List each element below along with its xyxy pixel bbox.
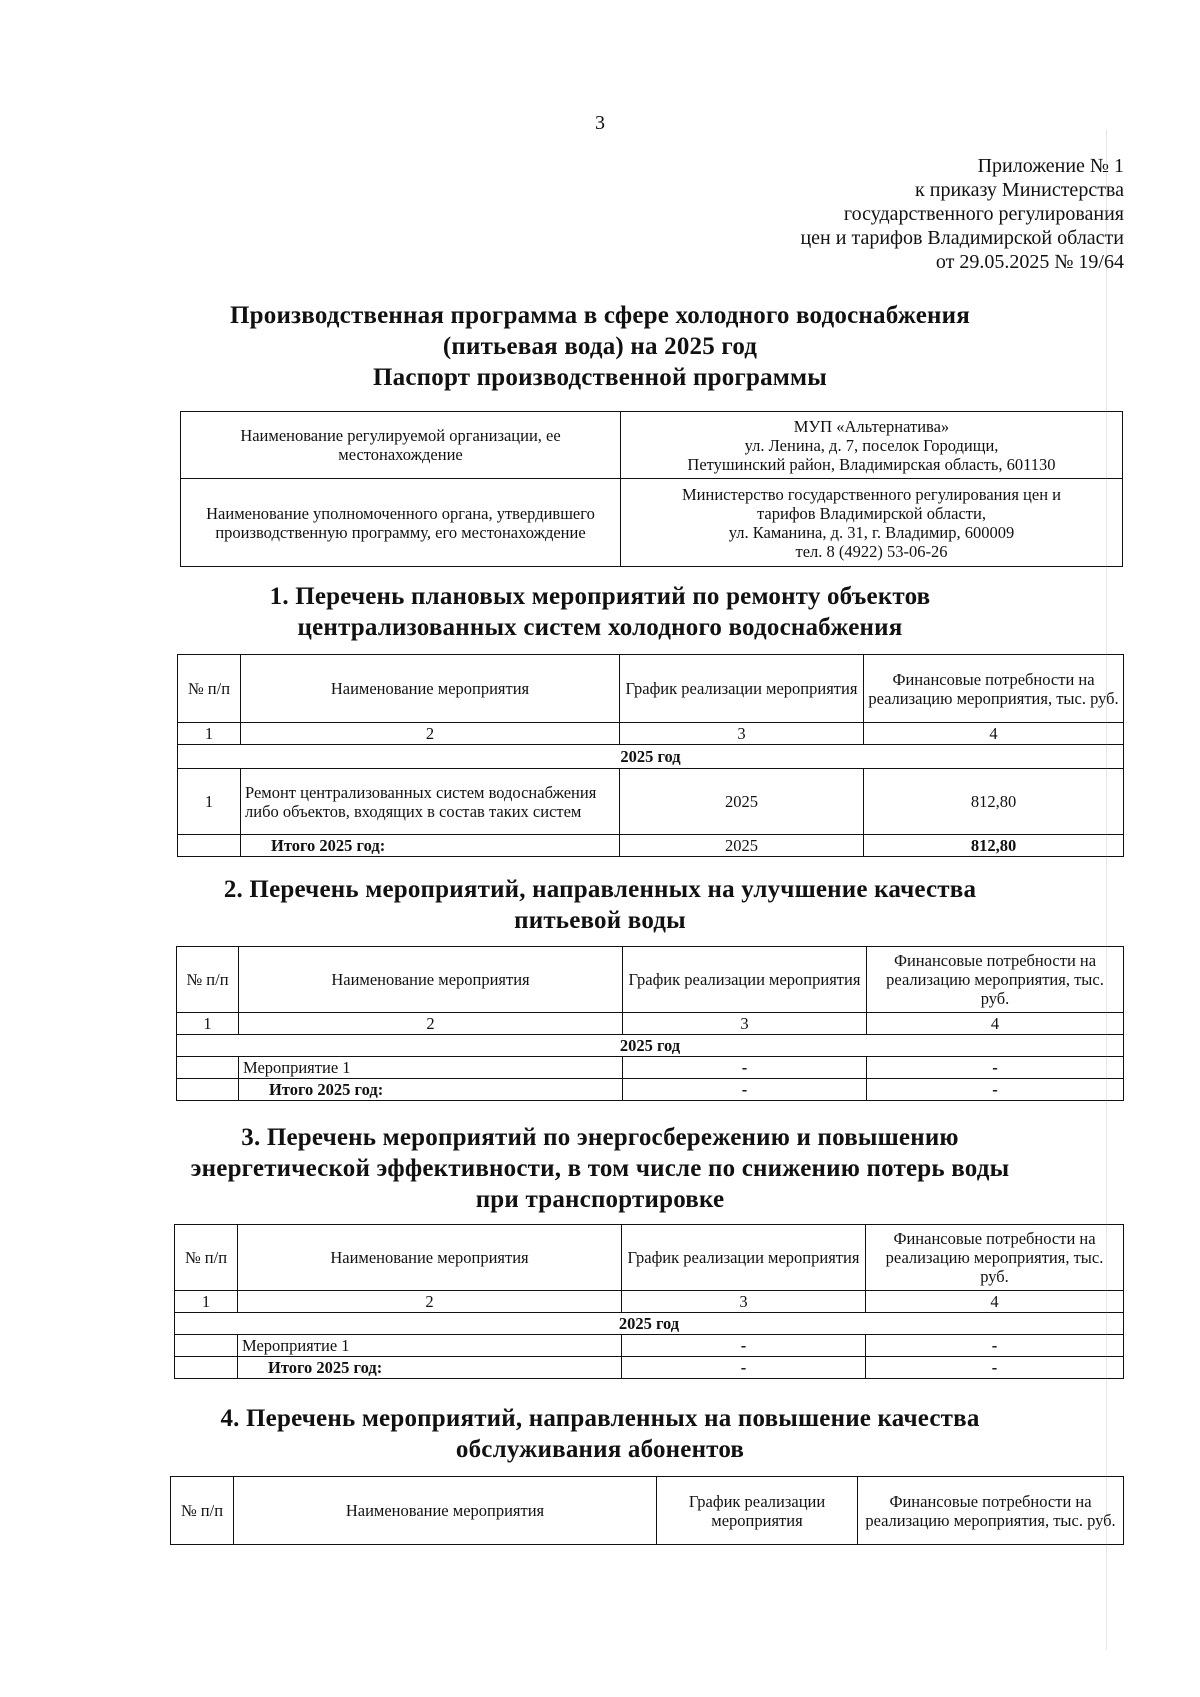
- total-row: Итого 2025 год: - -: [177, 1079, 1124, 1101]
- table-header-row: № п/п Наименование мероприятия График реализации мероприятия Финансовые потребности на реализацию мероприятия, тыс. руб.: [177, 947, 1124, 1013]
- document-title: [0, 300, 1200, 393]
- section2-table: [176, 946, 1124, 1101]
- appendix-line: цен и тарифов Владимирской области: [800, 227, 1124, 249]
- appendix-block: [704, 154, 1124, 274]
- total-row: Итого 2025 год: 2025 812,80: [178, 835, 1124, 857]
- passport-label: Наименование регулируемой организации, ее местонахождение: [181, 412, 621, 479]
- passport-value: Министерство государственного регулирования цен и тарифов Владимирской области, ул. Каманина, д. 31, г. Владимир, 600009 тел. 8 (4922) 53-06-26: [621, 479, 1123, 567]
- table-row: 1 Ремонт централизованных систем водоснабжения либо объектов, входящих в состав таких систем 2025 812,80: [178, 769, 1124, 835]
- appendix-line: Приложение № 1: [977, 155, 1124, 177]
- page-number: 3: [595, 112, 605, 134]
- section3-heading: 3. Перечень мероприятий по энергосбережению и повышению энергетической эффективности, в том числе по снижению потерь воды при транспортировке: [190, 1124, 1010, 1213]
- section2-heading: 2. Перечень мероприятий, направленных на улучшение качества питьевой воды: [223, 876, 977, 934]
- year-row: 2025 год: [178, 745, 1124, 769]
- title-line: Паспорт производственной программы: [373, 364, 827, 391]
- table-header-row: [178, 655, 1124, 723]
- column-number-row: 1 2 3 4: [175, 1291, 1124, 1313]
- section3-table: [174, 1224, 1124, 1379]
- title-line: (питьевая вода) на 2025 год: [442, 333, 758, 360]
- scan-margin-line: [1106, 130, 1107, 1650]
- year-row: 2025 год: [177, 1035, 1124, 1057]
- table-row: Мероприятие 1 - -: [177, 1057, 1124, 1079]
- appendix-line: государственного регулирования: [843, 203, 1124, 225]
- passport-table: [180, 411, 1123, 567]
- title-line: Производственная программа в сфере холодного водоснабжения: [230, 302, 970, 329]
- section1-heading: 1. Перечень плановых мероприятий по ремонту объектов централизованных систем холодного водоснабжения: [269, 583, 931, 641]
- column-number-row: 1 2 3 4: [177, 1013, 1124, 1035]
- table-header-row: № п/п Наименование мероприятия График реализации мероприятия Финансовые потребности на реализацию мероприятия, тыс. руб.: [171, 1477, 1124, 1545]
- table-row: Мероприятие 1 - -: [175, 1335, 1124, 1357]
- appendix-line: от 29.05.2025 № 19/64: [935, 251, 1124, 273]
- table-row: [181, 479, 1123, 567]
- appendix-line: к приказу Министерства: [915, 179, 1124, 201]
- total-row: Итого 2025 год: - -: [175, 1357, 1124, 1379]
- passport-label: Наименование уполномоченного органа, утвердившего производственную программу, его местонахождение: [181, 479, 621, 567]
- section4-heading: 4. Перечень мероприятий, направленных на повышение качества обслуживания абонентов: [220, 1405, 980, 1463]
- year-row: 2025 год: [175, 1313, 1124, 1335]
- header-num: № п/п: [178, 655, 241, 723]
- section4-table: [170, 1476, 1124, 1545]
- passport-value: МУП «Альтернатива» ул. Ленина, д. 7, поселок Городищи, Петушинский район, Владимирская область, 601130: [621, 412, 1123, 479]
- table-header-row: № п/п Наименование мероприятия График реализации мероприятия Финансовые потребности на реализацию мероприятия, тыс. руб.: [175, 1225, 1124, 1291]
- table-row: [181, 412, 1123, 479]
- header-schedule: График реализации мероприятия: [620, 655, 864, 723]
- section1-table: [177, 654, 1124, 857]
- header-name: Наименование мероприятия: [241, 655, 620, 723]
- header-finance: Финансовые потребности на реализацию мероприятия, тыс. руб.: [864, 655, 1124, 723]
- column-number-row: 1 2 3 4: [178, 723, 1124, 745]
